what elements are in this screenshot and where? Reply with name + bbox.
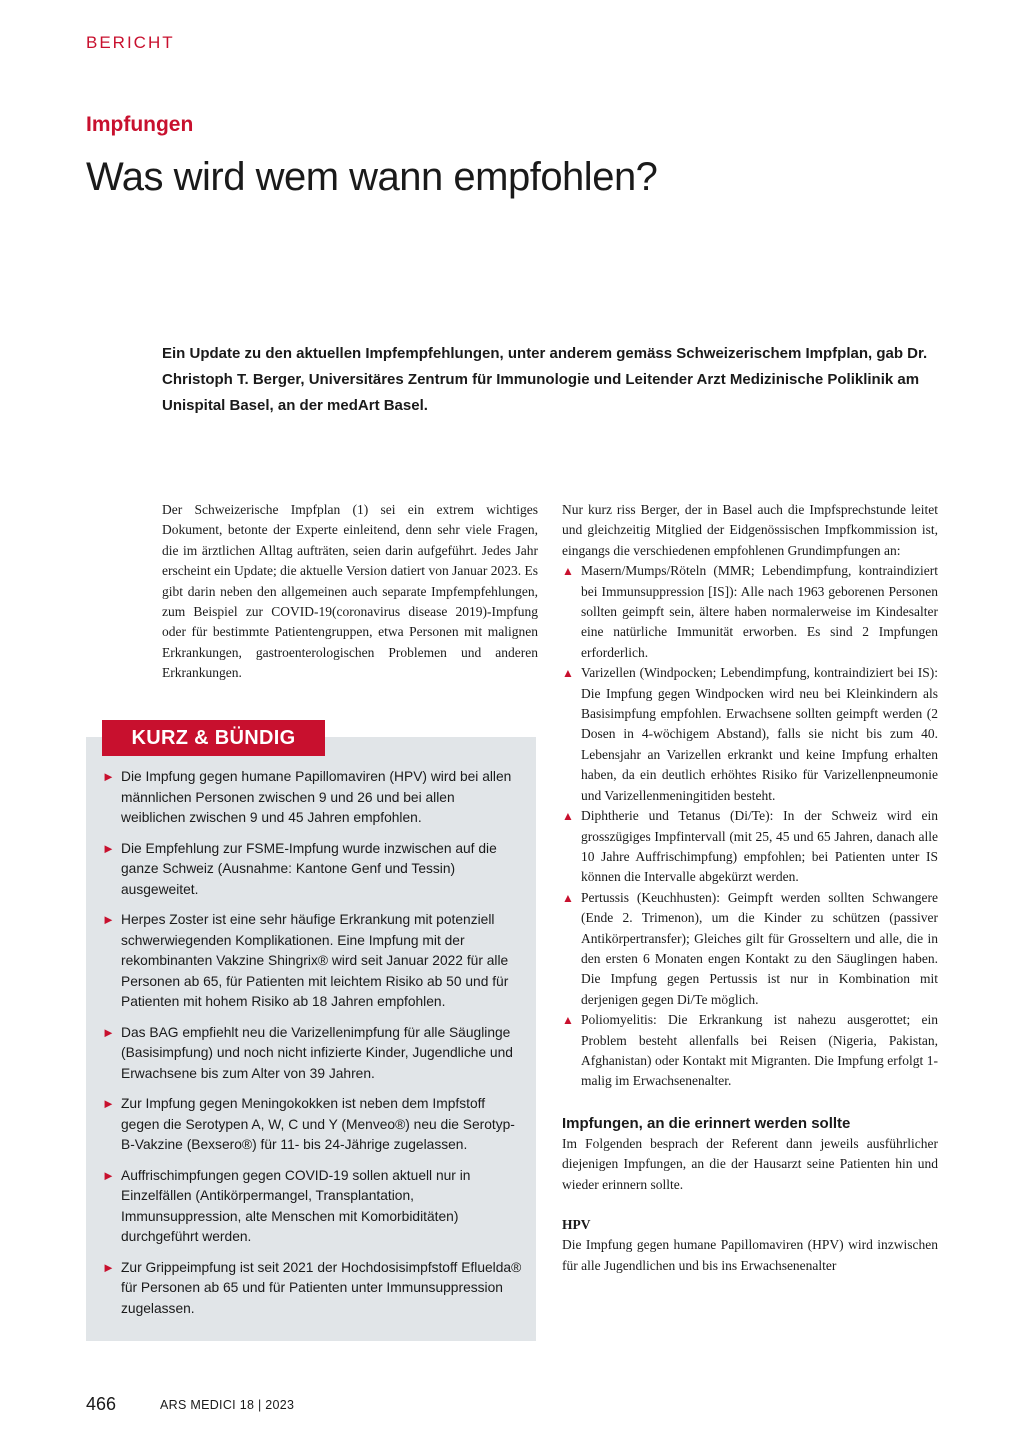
vaccination-list: [562, 561, 938, 1092]
vaccination-item-text: Diphtherie und Tetanus (Di/Te): In der Schweiz wird ein grosszügiges Impfintervall (mit 25, 45 und 65 Jahren, danach alle 10 Jahre Auffrischimpfung) empfohlen; bei Patienten unter IS können die Intervalle abgekürzt werden.: [581, 808, 938, 885]
kurz-buendig-item: [102, 1258, 522, 1320]
vaccination-item-text: Poliomyelitis: Die Erkrankung ist nahezu ausgerottet; ein Problem besteht allenfalls bei Reisen (Nigeria, Pakistan, Afghanistan) oder Kontakt mit Migranten. Die Impfung erfolgt 1-malig im Erwachsenenalter.: [581, 1012, 938, 1089]
right-column-intro: Nur kurz riss Berger, der in Basel auch die Impfsprechstunde leitet und gleichzeitig Mitglied der Eidgenössischen Impfkommission ist, eingangs die verschiedenen empfohlenen Grundimpfungen an:: [562, 502, 938, 558]
vaccination-item: [562, 663, 938, 806]
kurz-buendig-item: [102, 1094, 522, 1156]
left-column-paragraph: Der Schweizerische Impfplan (1) sei ein extrem wichtiges Dokument, betonte der Experte einleitend, denn sehr viele Fragen, die im ärztlichen Alltag aufträten, seien darin aufgeführt. Jedes Jahr erscheint ein Update; die aktuelle Version datiert von Januar 2023. Es gibt darin neben den allgemeinen auch separate Impfempfehlungen, zum Beispiel zur COVID-19(coronavirus disease 2019)-Impfung oder für bestimmte Patientengruppen, etwa Personen mit malignen Erkrankungen, gastroenterologischen Problemen und anderen Erkrankungen.: [162, 502, 538, 681]
arrow-right-icon: ►: [102, 840, 115, 856]
arrow-right-icon: ►: [102, 912, 115, 927]
kurz-buendig-item-text: Die Impfung gegen humane Papillomaviren (HPV) wird bei allen männlichen Personen zwischen 9 und 26 und bei allen weiblichen zwischen 9 und 45 Jahren empfohlen.: [121, 769, 512, 825]
page-number: 466: [86, 1394, 117, 1414]
triangle-up-icon: ▲: [562, 890, 574, 905]
vaccination-item-text: Pertussis (Keuchhusten): Geimpft werden sollten Schwangere (Ende 2. Trimenon), um die Kinder zu schützen (passiver Antikörpertransfer); Gleiches gilt für Grosseltern und alle, die in den ersten 6 Monaten engen Kontakt zu den Säuglingen haben. Die Impfung gegen Pertussis ist nur in Kombination mit derjenigen gegen Di/Te möglich.: [581, 889, 938, 1007]
arrow-right-icon: ►: [102, 769, 115, 784]
right-column: [562, 500, 938, 1276]
vaccination-item: [562, 561, 938, 663]
hpv-paragraph: Die Impfung gegen humane Papillomaviren (HPV) wird inzwischen für alle Jugendlichen und bis ins Erwachsenenalter: [562, 1237, 938, 1273]
kurz-buendig-item: [102, 767, 522, 829]
triangle-up-icon: ▲: [562, 666, 574, 681]
kurz-buendig-list: [102, 767, 522, 1329]
journal-info: ARS MEDICI 18 | 2023: [160, 1398, 295, 1412]
kurz-buendig-item: [102, 1166, 522, 1248]
arrow-right-icon: ►: [102, 1096, 115, 1111]
triangle-up-icon: ▲: [562, 1013, 574, 1028]
arrow-right-icon: ►: [102, 1167, 115, 1183]
kurz-buendig-item-text: Das BAG empfiehlt neu die Varizellenimpfung für alle Säuglinge (Basisimpfung) und noch nicht infizierte Kinder, Jugendliche und Erwachsene bis zum Alter von 39 Jahren.: [121, 1024, 513, 1081]
vaccination-item: [562, 888, 938, 1010]
kurz-buendig-item-text: Auffrischimpfungen gegen COVID-19 sollen aktuell nur in Einzelfällen (Antikörpermangel, Transplantation, Immunsuppression, alte Menschen mit Komorbiditäten) durchgeführt werden.: [121, 1167, 471, 1244]
triangle-up-icon: ▲: [562, 809, 574, 824]
vaccination-item: [562, 806, 938, 888]
hpv-heading: HPV: [562, 1217, 591, 1232]
article-lead: Ein Update zu den aktuellen Impfempfehlungen, unter anderem gemäss Schweizerischem Impfplan, gab Dr. Christoph T. Berger, Universitäres Zentrum für Immunologie und Leitender Arzt Medizinische Poliklinik am Unispital Basel, an der medArt Basel.: [162, 345, 928, 414]
kurz-buendig-item-text: Zur Impfung gegen Meningokokken ist neben dem Impfstoff gegen die Serotypen A, W, C und Y (Menveo®) neu die Serotyp-B-Vakzine (Bexsero®) für 11- bis 24-Jährige zugelassen.: [121, 1096, 515, 1152]
section-label: BERICHT: [86, 33, 175, 52]
article-kicker: Impfungen: [86, 113, 194, 136]
article-title: Was wird wem wann empfohlen?: [86, 155, 658, 199]
vaccination-item: [562, 1010, 938, 1092]
kurz-buendig-item-text: Zur Grippeimpfung ist seit 2021 der Hochdosisimpfstoff Efluelda® für Personen ab 65 und für Patienten unter Immunsuppression zugelassen.: [121, 1259, 522, 1316]
kurz-buendig-item: [102, 910, 522, 1013]
kurz-buendig-title: KURZ & BÜNDIG: [102, 720, 325, 756]
section-paragraph: Im Folgenden besprach der Referent dann jeweils ausführlicher diejenigen Impfungen, an die der Hausarzt seine Patienten hin und wieder erinnern sollte.: [562, 1135, 938, 1192]
arrow-right-icon: ►: [102, 1024, 115, 1040]
kurz-buendig-item: [102, 839, 522, 901]
kurz-buendig-item-text: Herpes Zoster ist eine sehr häufige Erkrankung mit potenziell schwerwiegenden Komplikationen. Eine Impfung mit der rekombinanten Vakzine Shingrix® wird seit Januar 2022 für alle Personen ab 65, für Patienten mit leichtem Risiko ab 50 und für Patienten mit hohem Risiko ab 18 Jahren empfohlen.: [121, 912, 509, 1009]
arrow-right-icon: ►: [102, 1259, 115, 1275]
kurz-buendig-item-text: Die Empfehlung zur FSME-Impfung wurde inzwischen auf die ganze Schweiz (Ausnahme: Kantone Genf und Tessin) ausgeweitet.: [121, 840, 497, 897]
kurz-buendig-item: [102, 1023, 522, 1085]
section-heading: Impfungen, an die erinnert werden sollte: [562, 1114, 851, 1132]
triangle-up-icon: ▲: [562, 564, 574, 579]
vaccination-item-text: Varizellen (Windpocken; Lebendimpfung, kontraindiziert bei IS): Die Impfung gegen Windpocken wird neu bei Kleinkindern als Basisimpfung empfohlen. Erwachsene sollten geimpft werden (2 Dosen in 4-wöchigem Abstand), falls sie nicht bis zum 40. Lebensjahr an Varizellen erkrankt und keine Impfung erhalten haben, da ein deutlich erhöhtes Risiko für Varizellenpneumonie und Varizellenmeningitiden besteht.: [581, 665, 938, 803]
vaccination-item-text: Masern/Mumps/Röteln (MMR; Lebendimpfung, kontraindiziert bei Immunsuppression [IS]): Alle nach 1963 geborenen Personen sollten geimpft sein, ältere haben normalerweise im Kindesalter eine natürliche Immunität erworben. Es sind 2 Impfungen erforderlich.: [581, 563, 938, 660]
